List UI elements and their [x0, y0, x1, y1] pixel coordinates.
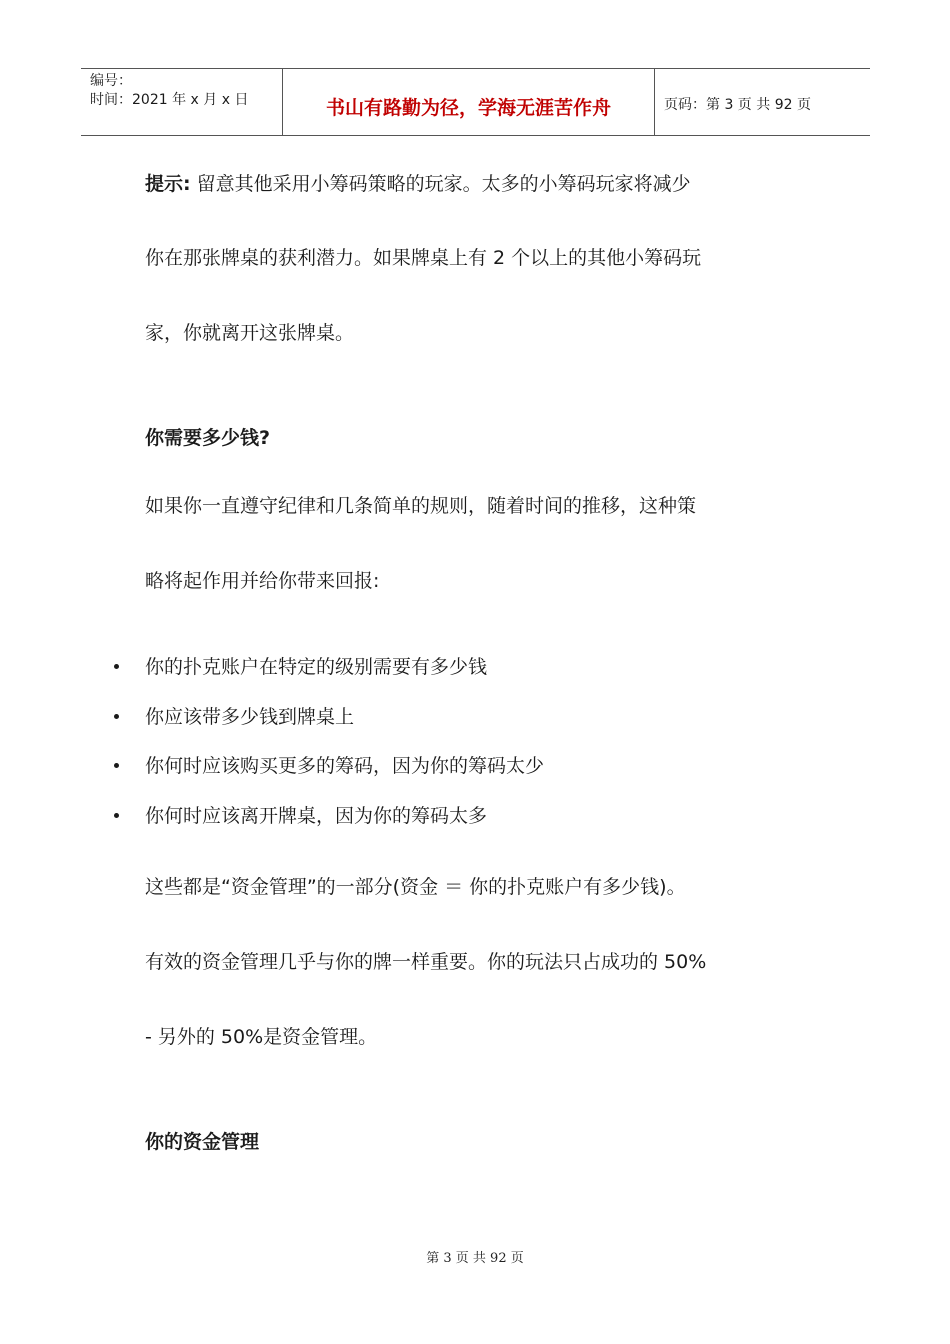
- header-motto: 书山有路勤为径，学海无涯苦作舟: [325, 97, 611, 119]
- document-date-label: 时间：2021 年 x 月 x 日: [90, 92, 249, 108]
- bullet-text: 你应该带多少钱到牌桌上: [145, 706, 355, 728]
- paragraph-line: 这些都是“资金管理”的一部分(资金 ＝ 你的扑克账户有多少钱)。: [145, 876, 686, 898]
- section-heading-money-needed: 你需要多少钱?: [145, 427, 271, 449]
- tip-label: 提示:: [145, 173, 191, 195]
- bullet-icon: [114, 714, 119, 719]
- header-page-info: 页码：第 3 页 共 92 页: [664, 97, 811, 113]
- tip-line-1: [145, 172, 691, 196]
- page-footer: 第 3 页 共 92 页: [426, 1251, 524, 1266]
- document-number-label: 编号：: [90, 73, 132, 89]
- paragraph-line: 如果你一直遵守纪律和几条简单的规则，随着时间的推移，这种策: [145, 495, 697, 517]
- bullet-icon: [114, 763, 119, 768]
- section-heading-bankroll: 你的资金管理: [145, 1131, 260, 1153]
- tip-text-1: 留意其他采用小筹码策略的玩家。太多的小筹码玩家将减少: [190, 173, 691, 195]
- bullet-text: 你的扑克账户在特定的级别需要有多少钱: [145, 656, 488, 678]
- header-motto-cell: [283, 69, 655, 135]
- page-header-table: [81, 68, 870, 136]
- bullet-icon: [114, 813, 119, 818]
- bullet-text: 你何时应该购买更多的筹码，因为你的筹码太少: [145, 755, 545, 777]
- bullet-icon: [114, 664, 119, 669]
- bullet-text: 你何时应该离开牌桌，因为你的筹码太多: [145, 805, 488, 827]
- tip-line-3: 家，你就离开这张牌桌。: [145, 322, 355, 344]
- paragraph-line: 有效的资金管理几乎与你的牌一样重要。你的玩法只占成功的 50%: [145, 951, 707, 973]
- header-page-cell: [655, 69, 870, 135]
- tip-line-2: 你在那张牌桌的获利潜力。如果牌桌上有 2 个以上的其他小筹码玩: [145, 247, 702, 269]
- paragraph-line: 略将起作用并给你带来回报:: [145, 570, 380, 592]
- header-meta-cell: [81, 69, 283, 135]
- paragraph-line: - 另外的 50%是资金管理。: [145, 1026, 378, 1048]
